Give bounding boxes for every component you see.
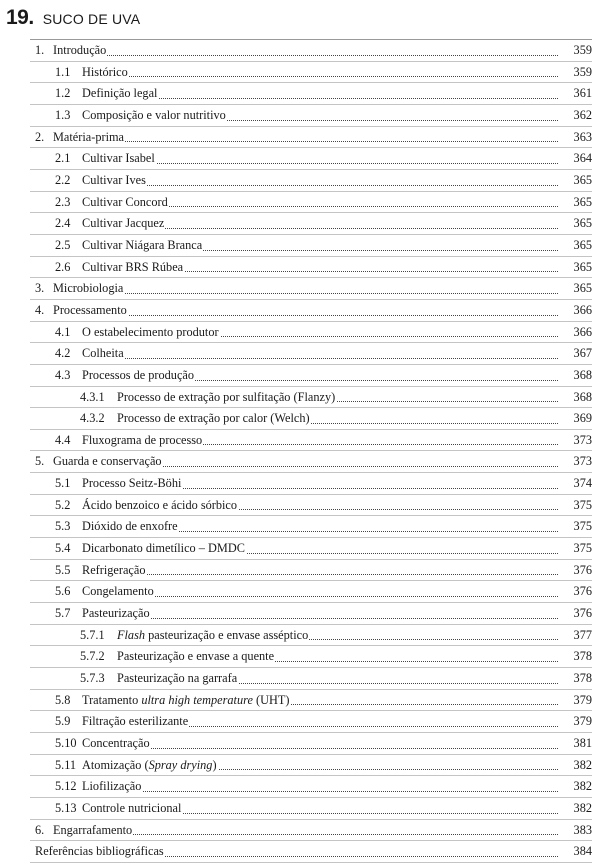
page-number: 378 [573, 649, 592, 664]
entry-title: Cultivar Niágara Branca [82, 237, 203, 252]
toc-entry[interactable] [0, 40, 600, 62]
entry-number: 1.1 [55, 64, 71, 79]
page-number: 364 [573, 151, 592, 166]
toc-entry[interactable] [0, 192, 600, 214]
entry-title: pasteurização e envase asséptico [148, 627, 309, 642]
toc-entry[interactable] [0, 820, 600, 842]
entry-number: 2. [35, 129, 45, 144]
entry-number: 2.4 [55, 216, 71, 231]
entry-title: Matéria-prima [53, 129, 125, 144]
toc-entry[interactable] [0, 83, 600, 105]
entry-title: O estabelecimento produtor [82, 324, 219, 339]
toc-entry[interactable] [0, 625, 600, 647]
entry-number: 2.1 [55, 151, 71, 166]
entry-title: Colheita [82, 346, 124, 361]
entry-title: ) [212, 757, 217, 772]
toc-entry[interactable] [0, 451, 600, 473]
entry-title: Cultivar Ives [82, 172, 146, 187]
toc-entry[interactable] [0, 473, 600, 495]
entry-number: 5.4 [55, 541, 71, 556]
entry-title: Cultivar Isabel [82, 151, 155, 166]
toc-entry[interactable] [0, 62, 600, 84]
page-number: 362 [573, 107, 592, 122]
entry-title: Processo de extração por sulfitação (Flanzy) [117, 389, 336, 404]
toc-entry[interactable] [0, 495, 600, 517]
toc-entry[interactable] [0, 798, 600, 820]
entry-title-italic: Flash [117, 627, 146, 642]
toc-entry[interactable] [0, 733, 600, 755]
page-number: 374 [573, 476, 592, 491]
entry-title: Introdução [53, 43, 107, 57]
page-number: 365 [573, 172, 592, 187]
toc-entry[interactable] [0, 560, 600, 582]
toc-entry[interactable] [0, 235, 600, 257]
page-number: 376 [573, 584, 592, 599]
entry-number: 1.3 [55, 107, 71, 122]
toc-entry[interactable] [0, 170, 600, 192]
page-number: 363 [573, 129, 592, 144]
toc-entry[interactable] [0, 213, 600, 235]
page-number: 377 [573, 627, 592, 642]
toc-entry[interactable] [0, 127, 600, 149]
page-number: 367 [573, 346, 592, 361]
entry-title: Processo de extração por calor (Welch) [117, 411, 310, 426]
entry-number: 5.7.1 [80, 627, 105, 642]
page-number: 376 [573, 562, 592, 577]
toc-entry[interactable] [0, 343, 600, 365]
entry-number: 6. [35, 822, 45, 837]
page-number: 382 [573, 757, 592, 772]
page-number: 365 [573, 194, 592, 209]
entry-title: Composição e valor nutritivo [82, 107, 226, 122]
entry-title: Concentração [82, 736, 150, 750]
entry-number: 5.6 [55, 584, 71, 599]
toc-entry[interactable] [0, 365, 600, 387]
toc-entry[interactable] [0, 105, 600, 127]
entry-title: Congelamento [82, 584, 154, 599]
dot-leader [55, 76, 558, 77]
entry-title: Processamento [53, 302, 127, 317]
entry-number: 4.3 [55, 367, 71, 382]
entry-title: Processo Seitz-Böhi [82, 476, 182, 491]
entry-title: Processos de produção [82, 367, 195, 382]
entry-number: 2.5 [55, 237, 71, 252]
toc-entry[interactable] [0, 776, 600, 798]
entry-number: 5.13 [55, 800, 77, 815]
entry-number: 4.3.2 [80, 411, 105, 426]
entry-title-prefix: Atomização ( [82, 757, 149, 772]
chapter-number: 19. [6, 6, 34, 29]
entry-number: 2.2 [55, 172, 71, 187]
entry-title: Pasteurização e envase a quente [117, 649, 275, 664]
page-number: 366 [573, 324, 592, 339]
toc-entry[interactable] [0, 300, 600, 322]
page-number: 382 [573, 779, 592, 794]
entry-number: 2.6 [55, 259, 71, 274]
entry-title: Guarda e conservação [53, 454, 162, 469]
page-number: 365 [573, 237, 592, 252]
toc-entry[interactable] [0, 430, 600, 452]
page-number: 378 [573, 671, 592, 686]
toc-entry[interactable] [0, 646, 600, 668]
entry-title: Pasteurização na garrafa [117, 671, 238, 686]
toc-entry[interactable] [0, 516, 600, 538]
entry-number: 1. [35, 43, 45, 57]
entry-number: 5.9 [55, 714, 71, 729]
entry-title-prefix: Tratamento [82, 692, 139, 707]
entry-title: Cultivar Concord [82, 194, 168, 209]
toc-entry[interactable] [0, 387, 600, 409]
entry-number: 5.5 [55, 562, 71, 577]
page-number: 379 [573, 692, 592, 707]
entry-title: Cultivar BRS Rúbea [82, 259, 184, 274]
dot-leader [35, 55, 558, 56]
chapter-heading [6, 6, 140, 36]
entry-number: 4.4 [55, 432, 71, 447]
page-number: 373 [573, 454, 592, 469]
entry-number: 4.1 [55, 324, 71, 339]
page-number: 375 [573, 519, 592, 534]
toc-entry[interactable] [0, 755, 600, 777]
toc-entry[interactable] [0, 408, 600, 430]
entry-number: 4.2 [55, 346, 71, 361]
toc-entry[interactable] [0, 711, 600, 733]
entry-title-italic: ultra high temperature [141, 692, 253, 707]
entry-number: 2.3 [55, 194, 71, 209]
entry-number: 3. [35, 281, 45, 296]
entry-number: 5.11 [55, 757, 77, 772]
toc-entry[interactable] [0, 148, 600, 170]
toc-entry[interactable] [0, 322, 600, 344]
page-number: 382 [573, 800, 592, 815]
entry-title: Dióxido de enxofre [82, 519, 178, 534]
page-number: 373 [573, 432, 592, 447]
entry-number: 5.10 [55, 736, 77, 750]
page-number: 359 [573, 64, 592, 79]
page-number: 365 [573, 281, 592, 296]
entry-title-italic: Spray drying [148, 757, 213, 772]
entry-title: Liofilização [82, 779, 142, 794]
entry-number: 5.7 [55, 606, 71, 621]
entry-title: Refrigeração [82, 562, 146, 577]
entry-title: Referências bibliográficas [35, 844, 164, 859]
page-number: 368 [573, 389, 592, 404]
toc-entry[interactable] [0, 841, 600, 863]
entry-number: 5.1 [55, 476, 71, 491]
entry-title: Dicarbonato dimetílico – DMDC [82, 541, 245, 556]
entry-title: Histórico [82, 64, 128, 79]
entry-number: 1.2 [55, 86, 71, 101]
entry-number: 5.3 [55, 519, 71, 534]
toc-entry[interactable] [0, 278, 600, 300]
page-number: 361 [573, 86, 592, 101]
page-number: 375 [573, 497, 592, 512]
entry-title: Microbiologia [53, 281, 124, 296]
entry-number: 5.2 [55, 497, 71, 512]
entry-title: Cultivar Jacquez [82, 216, 165, 231]
toc-entry[interactable] [0, 603, 600, 625]
entry-number: 5.7.2 [80, 649, 105, 664]
entry-title: Ácido benzoico e ácido sórbico [82, 497, 238, 512]
page-number: 384 [573, 844, 592, 859]
entry-number: 5. [35, 454, 45, 469]
page-number: 368 [573, 367, 592, 382]
entry-title: (UHT) [255, 692, 290, 707]
entry-number: 5.7.3 [80, 671, 105, 686]
toc-entry[interactable] [0, 538, 600, 560]
toc-entry[interactable] [0, 668, 600, 690]
entry-title: Definição legal [82, 86, 158, 101]
entry-title: Controle nutricional [82, 800, 182, 815]
entry-number: 5.12 [55, 779, 77, 794]
entry-number: 4. [35, 302, 45, 317]
page-number: 365 [573, 259, 592, 274]
page-number: 359 [573, 43, 592, 57]
entry-title: Fluxograma de processo [82, 432, 203, 447]
dot-leader [55, 358, 558, 359]
table-of-contents [0, 40, 600, 863]
page-number: 379 [573, 714, 592, 729]
page-number: 365 [573, 216, 592, 231]
page-number: 369 [573, 411, 592, 426]
entry-title: Filtração esterilizante [82, 714, 189, 729]
entry-number: 5.8 [55, 692, 71, 707]
page-number: 376 [573, 606, 592, 621]
page-number: 381 [573, 736, 592, 750]
toc-entry[interactable] [0, 581, 600, 603]
toc-entry[interactable] [0, 690, 600, 712]
entry-title: Pasteurização [82, 606, 150, 621]
entry-number: 4.3.1 [80, 389, 105, 404]
toc-entry[interactable] [0, 257, 600, 279]
page-number: 383 [573, 822, 592, 837]
page-number: 375 [573, 541, 592, 556]
chapter-title: SUCO DE UVA [42, 11, 141, 27]
page-number: 366 [573, 302, 592, 317]
entry-title: Engarrafamento [53, 822, 133, 837]
